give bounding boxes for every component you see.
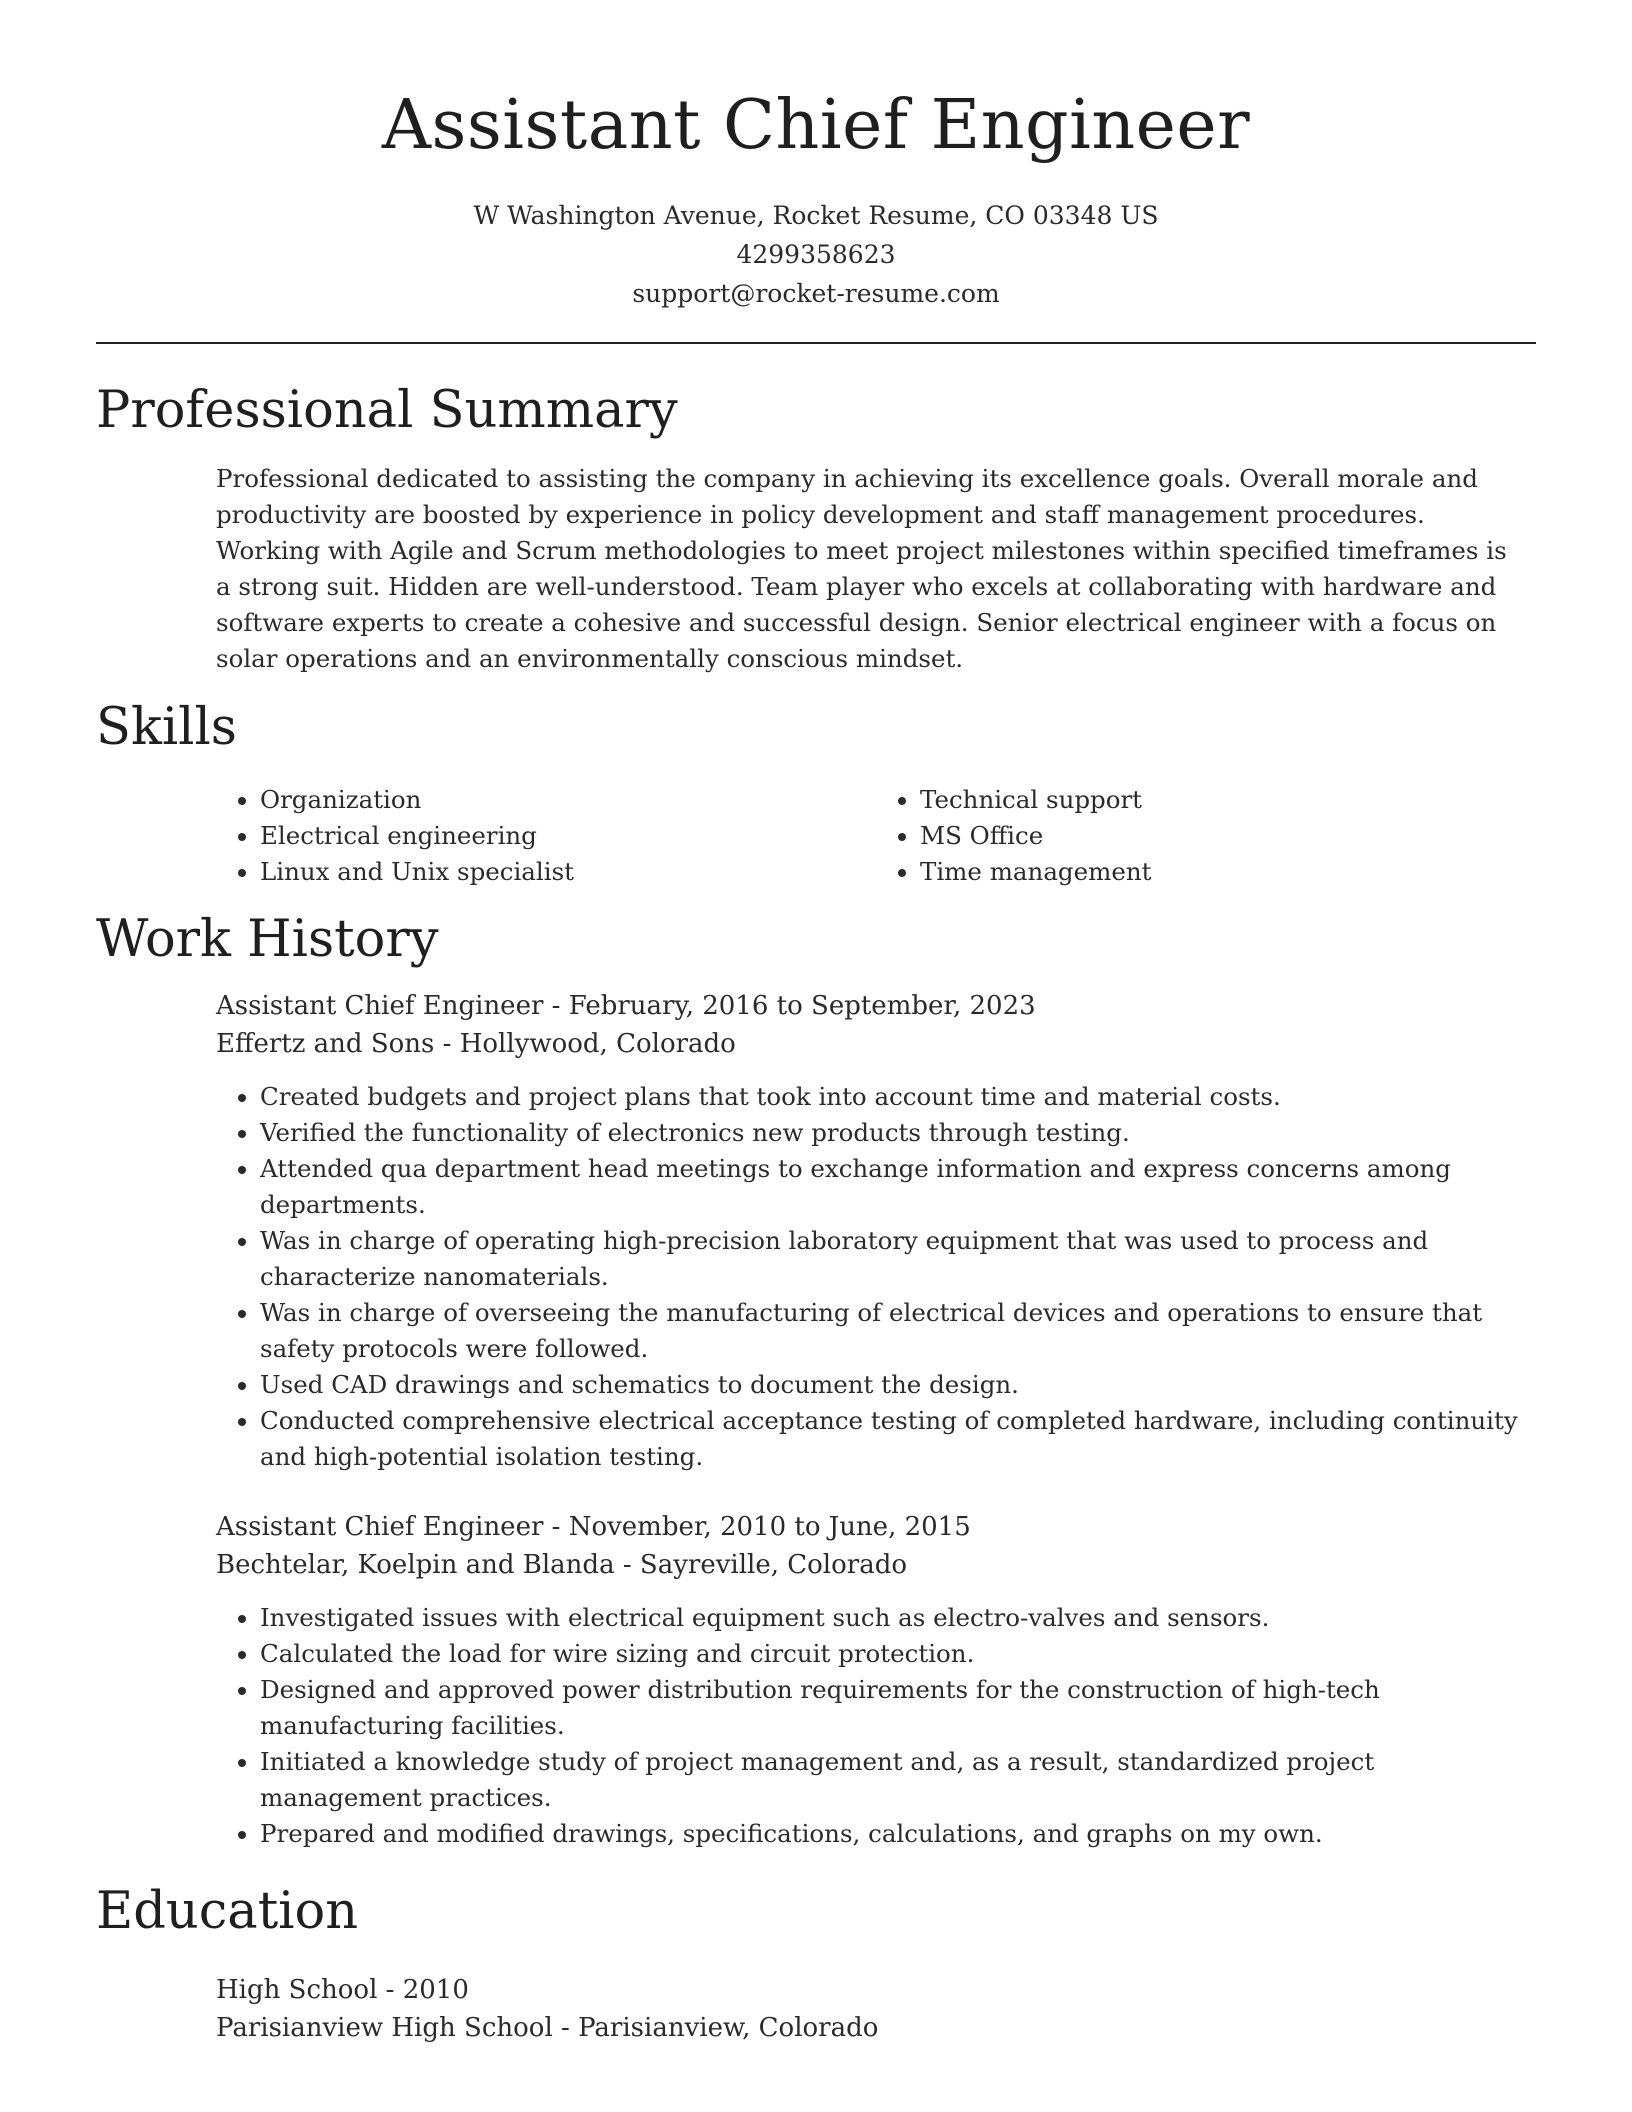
skill-item: • Organization [260,782,876,818]
skills-column-left [216,782,876,890]
job-bullet: • Calculated the load for wire sizing and circuit protection. [260,1636,1536,1672]
job-bullets [216,1600,1536,1852]
section-title-summary: Professional Summary [96,381,678,440]
contact-info [0,196,1632,313]
header-divider [96,342,1536,344]
job-role: Assistant Chief Engineer [216,1512,544,1542]
job-bullet: • Created budgets and project plans that took into account time and material costs. [260,1079,1536,1115]
job-bullet: • Attended qua department head meetings to exchange information and express concerns among departments. [260,1151,1536,1223]
skill-item: • Electrical engineering [260,818,876,854]
education-location: - Parisianview, Colorado [552,2013,879,2043]
skill-item: • Technical support [920,782,1536,818]
section-title-work-history: Work History [96,910,439,969]
job-role: Assistant Chief Engineer [216,991,544,1021]
job-bullet: • Conducted comprehensive electrical acceptance testing of completed hardware, including continuity and high-potential isolation testing. [260,1403,1536,1475]
section-title-education: Education [96,1882,359,1941]
job-dates: - November, 2010 to June, 2015 [543,1512,971,1542]
job-location: - Sayreville, Colorado [614,1550,908,1580]
education-entry [216,1971,1536,2047]
job-title-line [216,987,1536,1025]
candidate-name: Assistant Chief Engineer [381,86,1251,165]
job-title-line [216,1508,1536,1546]
job-company-line [216,1025,1536,1063]
job-bullet: • Initiated a knowledge study of project management and, as a result, standardized project management practices. [260,1744,1536,1816]
job-bullet: • Prepared and modified drawings, specifications, calculations, and graphs on my own. [260,1816,1536,1852]
job-bullet: • Verified the functionality of electronics new products through testing. [260,1115,1536,1151]
job-company-line [216,1546,1536,1584]
job-bullet: • Investigated issues with electrical equipment such as electro-valves and sensors. [260,1600,1536,1636]
job-dates: - February, 2016 to September, 2023 [543,991,1036,1021]
education-degree-line [216,1971,1536,2009]
skill-item: • Time management [920,854,1536,890]
summary-text: Professional dedicated to assisting the company in achieving its excellence goals. Overall morale and productivity are boosted by experience in policy development and staff management procedures. Working with Agile and Scrum methodologies to meet project milestones within specified timeframes is a strong suit. Hidden are well-understood. Team player who excels at collaborating with hardware and software experts to create a cohesive and successful design. Senior electrical engineer with a focus on solar operations and an environmentally conscious mindset. [216,464,1507,673]
skills-column-right [876,782,1536,890]
education-school-line [216,2009,1536,2047]
section-title-skills: Skills [96,698,237,757]
job-bullets [216,1079,1536,1475]
job-bullet: • Used CAD drawings and schematics to document the design. [260,1367,1536,1403]
job-entry [216,1508,1536,1852]
job-company: Effertz and Sons [216,1029,435,1059]
skills-list [216,782,1536,890]
education-school: Parisianview High School [216,2013,553,2043]
education-degree: High School [216,1975,378,2005]
skill-item: • Linux and Unix specialist [260,854,876,890]
contact-email: support@rocket-resume.com [632,279,1000,308]
job-location: - Hollywood, Colorado [434,1029,736,1059]
job-entry [216,987,1536,1475]
job-bullet: • Designed and approved power distribution requirements for the construction of high-tech manufacturing facilities. [260,1672,1536,1744]
contact-address: W Washington Avenue, Rocket Resume, CO 03348 US [473,201,1159,230]
education-year: - 2010 [377,1975,469,2005]
contact-phone: 4299358623 [736,240,896,269]
job-bullet: • Was in charge of overseeing the manufacturing of electrical devices and operations to ensure that safety protocols were followed. [260,1295,1536,1367]
skill-item: • MS Office [920,818,1536,854]
job-bullet: • Was in charge of operating high-precision laboratory equipment that was used to process and characterize nanomaterials. [260,1223,1536,1295]
resume-header [0,0,1632,313]
job-company: Bechtelar, Koelpin and Blanda [216,1550,615,1580]
